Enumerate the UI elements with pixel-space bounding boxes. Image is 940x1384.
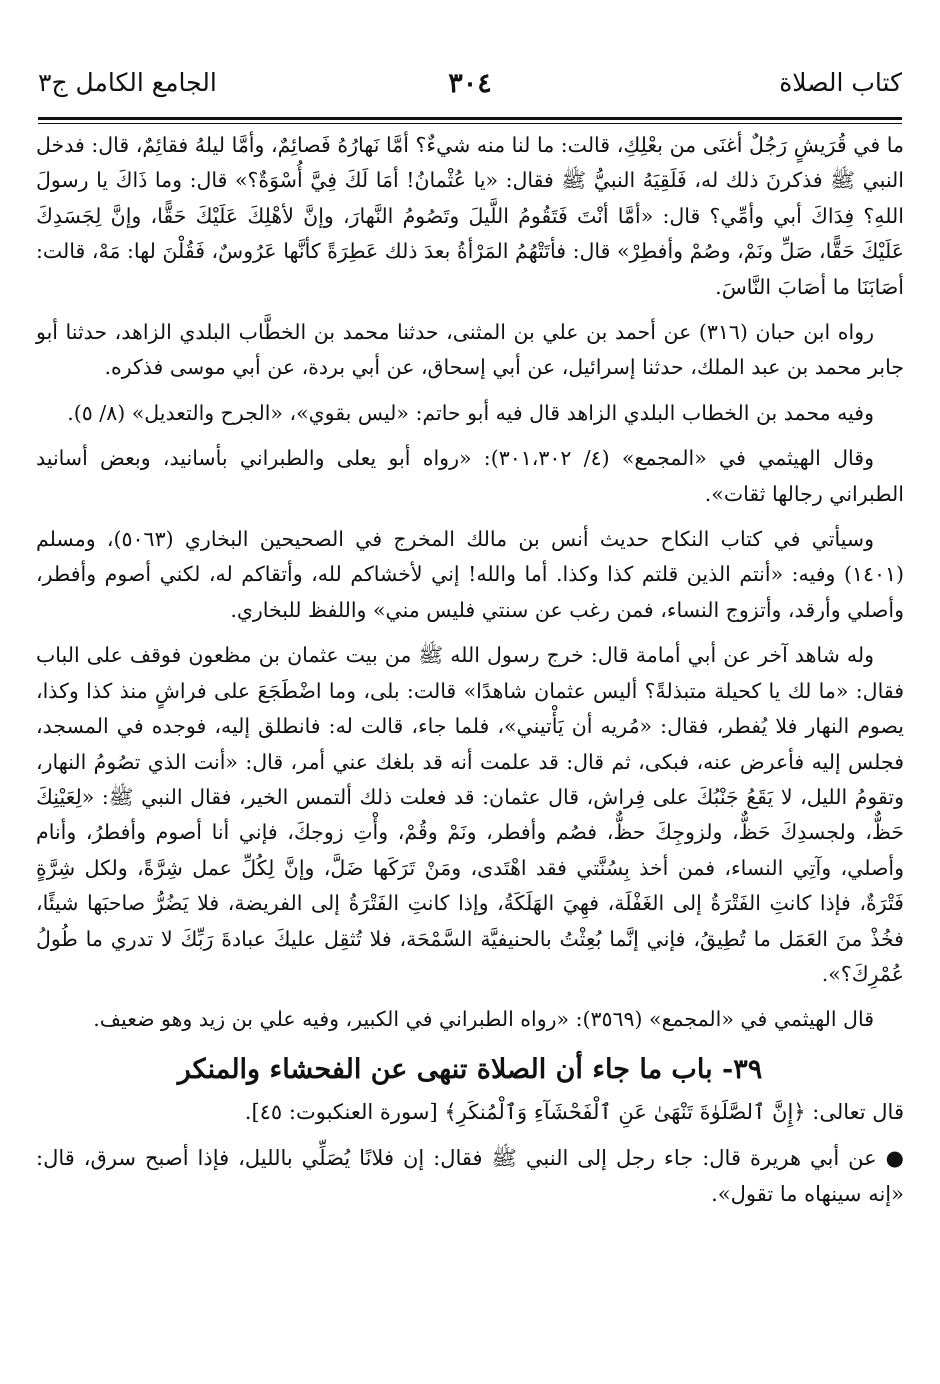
header-rule xyxy=(38,117,902,120)
paragraph-ibn-hibban: رواه ابن حبان (٣١٦) عن أحمد بن علي بن المثنى، حدثنا محمد بن الخطَّاب البلدي الزاهد، حدثنا أبو جابر محمد بن عبد الملك، حدثنا إسرائيل، عن أبي إسحاق، عن أبي بردة، عن أبي موسى فذكره. xyxy=(36,320,904,380)
running-header xyxy=(38,68,902,108)
paragraph-nikah-reference: وسيأتي في كتاب النكاح حديث أنس بن مالك المخرج في الصحيحين البخاري (٥٠٦٣)، ومسلم (١٤٠١) وفيه: «أنتم الذين قلتم كذا وكذا. أما والله! إني لأخشاكم لله، وأتقاكم له، لكني أصوم وأفطر، وأصلي وأرقد، وأتزوج النساء، فمن رغب عن سنتي فليس مني» واللفظ للبخاري. xyxy=(36,527,904,622)
header-rule-thin xyxy=(38,123,902,124)
page-body xyxy=(36,128,904,1222)
chapter-heading: ٣٩- باب ما جاء أن الصلاة تنهى عن الفحشاء والمنكر xyxy=(177,1053,763,1085)
chapter-title: كتاب الصلاة xyxy=(779,68,902,97)
paragraph-haythami: وقال الهيثمي في «المجمع» (٤/ ٣٠١،٣٠٢): «رواه أبو يعلى والطبراني بأسانيد، وبعض أسانيد الطبراني رجالها ثقات». xyxy=(36,446,904,506)
paragraph-hadith-continuation: ما في قُرَيشٍ رَجُلٌ أغنَى من بعْلِكِ، قالت: ما لنا منه شيءٌ؟ أمَّا نَهارُهُ فَصائِمٌ، وأمَّا ليلهُ فقائِمٌ، قال: فدخل النبي ﷺ فذكرنَ ذلك له، فَلَقِيَهُ النبيُّ ﷺ فقال: «يا عُثْمانُ! أمَا لَكَ فِيَّ أُسْوَةٌ؟» قال: وما ذَاكَ يا رسولَ اللهِ؟ فِدَاكَ أبي وأمِّي؟ قال: «أمَّا أنْتَ فَتَقُومُ اللَّيلَ وتَصُومُ النَّهارَ، وإنَّ لأهْلِكَ عَلَيْكَ حَقًّا، وإنَّ لِجَسَدِكَ عَلَيْكَ حَقًّا، صَلِّ ونَمْ، وصُمْ وأفطِرْ» قال: فأتَتْهُمُ المَرْأةُ بعدَ ذلك عَطِرَةً كأنَّها عَرُوسٌ، فَقُلْنَ لها: مَهْ، قالت: أصَابَنَا ما أصَابَ النَّاسَ. xyxy=(36,133,904,299)
verse-line: قال تعالى: ﴿إِنَّ ٱلصَّلَوٰةَ تَنْهَىٰ عَنِ ٱلْفَحْشَآءِ وَٱلْمُنكَرِ﴾ [سورة العنكبوت: ٤٥]. xyxy=(244,1099,904,1124)
page-number: ٣٠٤ xyxy=(448,68,492,99)
paragraph-narrator-note: وفيه محمد بن الخطاب البلدي الزاهد قال فيه أبو حاتم: «ليس بقوي»، «الجرح والتعديل» (٨/ ٥). xyxy=(67,400,874,425)
hadith-abu-huraira: ● عن أبي هريرة قال: جاء رجل إلى النبي ﷺ فقال: إن فلانًا يُصَلِّي بالليل، فإذا أصبح سرق، قال: «إنه سينهاه ما تقول». xyxy=(36,1145,904,1206)
paragraph-abu-umama: وله شاهد آخر عن أبي أمامة قال: خرج رسول الله ﷺ من بيت عثمان بن مظعون فوقف على الباب فقال: «ما لك يا كحيلة متبذلةً؟ أليس عثمان شاهدًا» قالت: بلى، وما اضْطَجَعَ على فراشٍ منذ كذا وكذا، يصوم النهار فلا يُفطر، فقال: «مُريه أن يَأْتيني»، فلما جاء، قالت له: فانطلق إليه، فوجده في المسجد، فجلس إليه فأعرض عنه، فبكى، ثم قال: قد علمت أنه قد بلغك عني أمر، قال: «أنت الذي تصُومُ النهار، وتقومُ الليل، لا يَقَعُ جَنْبُكَ على فِراش، قال عثمان: قد فعلت ذلك ألتمس الخير، فقال النبي ﷺ: «لِعَيْنِكَ حَظٌّ، ولجسدِكَ حَظٌّ، ولزوجِكَ حظٌّ، فصُم وأفطر، ونَمْ وقُمْ، وأْتِ زوجكَ، فإني أنا أصوم وأفطرُ، وأنام وأصلي، وآتِي النساء، فمن أخذ بِسُنَّتي فقد اهْتَدى، ومَنْ تَرَكَها ضَلَّ، وإنَّ لِكُلِّ عمل شِرَّةً، ولكل شِرَّةٍ فَتْرَةٌ، فإذا كانتِ الفَتْرَةُ إلى الغَفْلَة، فهِيَ الهَلَكَةُ، وإذا كانتِ الفَتْرَةُ إلى الفريضة، فلا يَضُرُّ صاحبَها شيئًا، فخُذْ منَ العَمَل ما تُطِيقُ، فإني إنَّما بُعِثْتُ بالحنيفيَّة السَّمْحَة، فلا تُثقِل عليكَ عبادةَ رَبِّكَ لا تدري ما طُولُ عُمْرِكَ؟». xyxy=(36,643,904,986)
paragraph-haythami-kabir: قال الهيثمي في «المجمع» (٣٥٦٩): «رواه الطبراني في الكبير، وفيه علي بن زيد وهو ضعيف. xyxy=(93,1007,874,1032)
book-title: الجامع الكامل ج٣ xyxy=(38,68,217,97)
